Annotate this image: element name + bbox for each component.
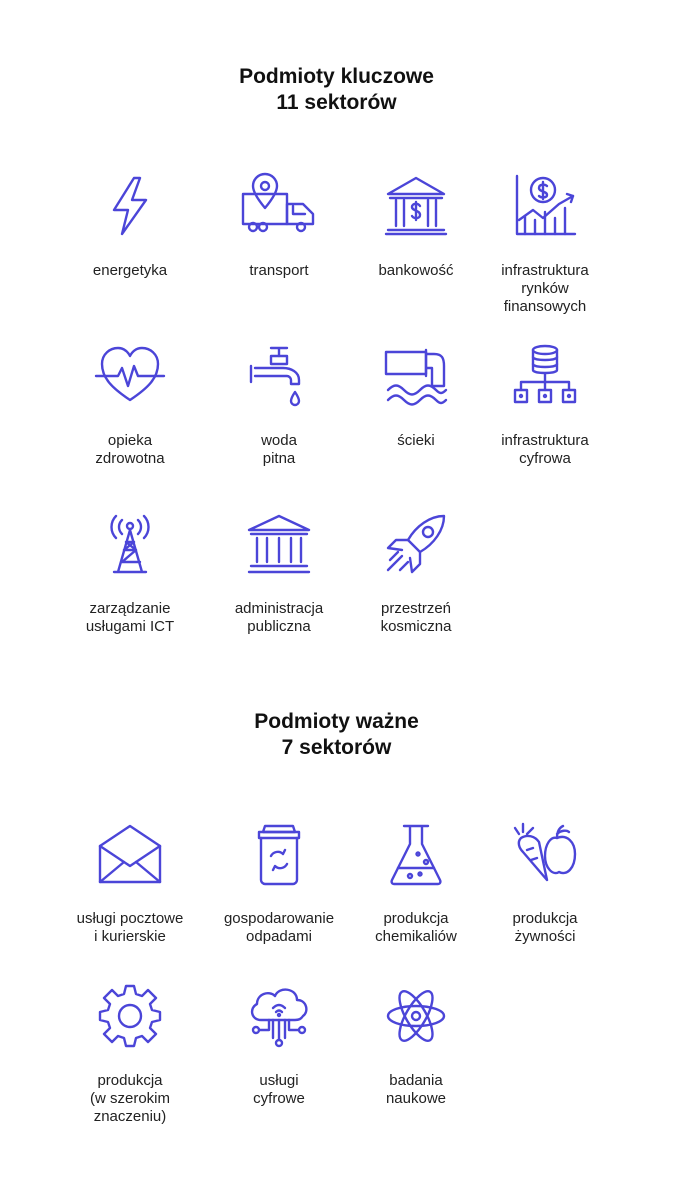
sector-label: ścieki xyxy=(397,432,435,449)
sector-energetyka xyxy=(55,174,205,279)
sector-label: usługi pocztowe xyxy=(76,910,184,927)
sector-label: pitna xyxy=(262,450,296,467)
sector-gospodarowanie-odpadami xyxy=(204,822,354,945)
sector-produkcja-zywnosci xyxy=(470,822,620,945)
food-produce-icon xyxy=(513,822,577,886)
sector-label: badania xyxy=(389,1072,443,1089)
sector-opieka-zdrowotna xyxy=(55,344,205,467)
sector-badania-naukowe xyxy=(341,984,491,1107)
important-entities-title-line1: Podmioty ważne xyxy=(254,710,419,733)
sector-label: zdrowotna xyxy=(95,450,165,467)
rocket-icon xyxy=(384,512,448,576)
chemistry-flask-icon xyxy=(384,822,448,886)
sector-zarzadzanie-uslugami-ict xyxy=(55,512,205,635)
sector-label: zarządzanie xyxy=(89,600,171,617)
sector-label: rynków xyxy=(521,280,569,297)
sector-produkcja-chemikaliow xyxy=(341,822,491,945)
sector-label: woda xyxy=(261,432,297,449)
sector-label: infrastruktura xyxy=(501,262,589,279)
sector-uslugi-cyfrowe xyxy=(204,984,354,1107)
sector-label: żywności xyxy=(514,928,576,945)
sector-woda-pitna xyxy=(204,344,354,467)
sector-label: usługi xyxy=(259,1072,299,1089)
sector-label: odpadami xyxy=(246,928,312,945)
sector-label: produkcja xyxy=(97,1072,163,1089)
important-entities-title xyxy=(0,709,673,761)
cloud-network-icon xyxy=(247,984,311,1048)
sector-label: publiczna xyxy=(247,618,311,635)
sector-label: znaczeniu) xyxy=(93,1108,167,1125)
sector-label: energetyka xyxy=(92,262,168,279)
sector-label: transport xyxy=(249,262,309,279)
sector-administracja-publiczna xyxy=(204,512,354,635)
sector-uslugi-pocztowe xyxy=(55,822,205,945)
sector-label: finansowych xyxy=(503,298,587,315)
sector-label: i kurierskie xyxy=(94,928,166,945)
government-building-icon xyxy=(247,512,311,576)
sector-label: (w szerokim xyxy=(89,1090,170,1107)
sector-label: gospodarowanie xyxy=(223,910,335,927)
sewage-pipe-icon xyxy=(384,344,448,408)
sector-label: produkcja xyxy=(512,910,578,927)
recycle-bin-icon xyxy=(247,822,311,886)
sector-bankowosc xyxy=(341,174,491,279)
sector-label: cyfrowe xyxy=(253,1090,305,1107)
sector-label: opieka xyxy=(107,432,153,449)
sector-label: przestrzeń xyxy=(380,600,452,617)
sector-label: bankowość xyxy=(378,262,454,279)
sector-label: kosmiczna xyxy=(380,618,452,635)
gear-icon xyxy=(98,984,162,1048)
sector-transport xyxy=(204,174,354,279)
sector-scieki xyxy=(341,344,491,449)
key-entities-title xyxy=(0,64,673,116)
sector-label: administracja xyxy=(234,600,324,617)
antenna-tower-icon xyxy=(98,512,162,576)
envelope-icon xyxy=(98,822,162,886)
sector-label: infrastruktura xyxy=(501,432,589,449)
sector-infrastruktura-rynkow-finansowych xyxy=(470,174,620,315)
sector-infrastruktura-cyfrowa xyxy=(470,344,620,467)
important-entities-title-line2: 7 sektorów xyxy=(281,736,392,759)
heartbeat-icon xyxy=(98,344,162,408)
lightning-icon xyxy=(98,174,162,238)
sector-produkcja-w-szerokim-znaczeniu xyxy=(55,984,205,1125)
financial-chart-icon xyxy=(513,174,577,238)
key-entities-title-line1: Podmioty kluczowe xyxy=(239,65,434,88)
sector-label: chemikaliów xyxy=(375,928,457,945)
sector-przestrzen-kosmiczna xyxy=(341,512,491,635)
key-entities-title-line2: 11 sektorów xyxy=(276,91,397,114)
database-network-icon xyxy=(513,344,577,408)
sector-label: naukowe xyxy=(385,1090,447,1107)
sector-label: produkcja xyxy=(383,910,449,927)
bank-icon xyxy=(384,174,448,238)
truck-location-icon xyxy=(247,174,311,238)
sector-label: usługami ICT xyxy=(85,618,175,635)
atom-icon xyxy=(384,984,448,1048)
water-tap-icon xyxy=(247,344,311,408)
sector-label: cyfrowa xyxy=(519,450,571,467)
